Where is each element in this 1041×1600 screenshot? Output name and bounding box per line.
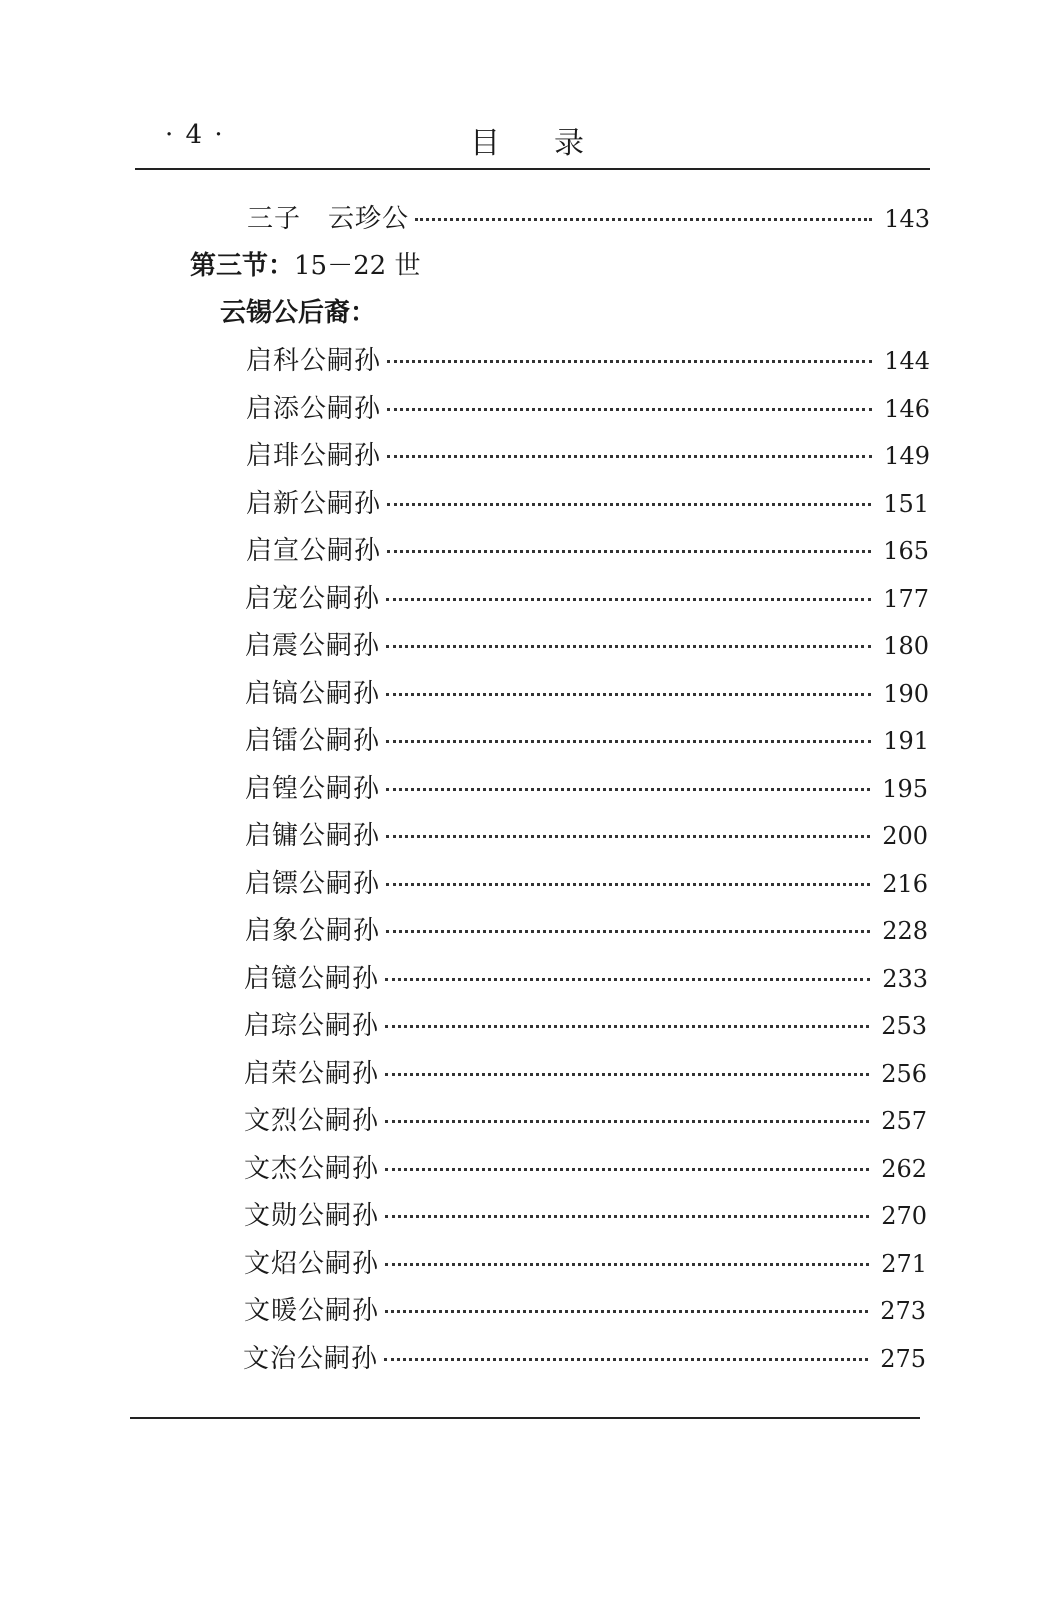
dot-leader <box>384 1358 868 1361</box>
toc-entry <box>246 483 929 523</box>
toc-entry-page: 165 <box>883 537 929 565</box>
toc-entry-label: 文治公嗣孙 <box>243 1344 379 1374</box>
toc-entry-page: 216 <box>882 870 928 898</box>
dot-leader <box>386 740 871 743</box>
toc-entry-page: 271 <box>881 1250 927 1278</box>
toc-entry <box>244 1005 927 1045</box>
toc-entry-page: 146 <box>884 395 930 423</box>
toc-entry <box>245 863 928 903</box>
dot-leader <box>385 1168 869 1171</box>
toc-entry-page: 190 <box>883 680 929 708</box>
toc-entry <box>244 1243 927 1283</box>
toc-entry-label: 启琲公嗣孙 <box>246 441 382 471</box>
page-number: · 4 · <box>165 120 225 150</box>
toc-entry-label: 三子 云珍公 <box>247 204 410 234</box>
toc-entry <box>244 1100 927 1140</box>
toc-entry-label: 文勋公嗣孙 <box>244 1201 380 1231</box>
toc-entry <box>244 958 928 998</box>
toc-entry <box>245 768 928 808</box>
dot-leader <box>387 503 871 506</box>
toc-entry-page: 262 <box>881 1155 927 1183</box>
dot-leader <box>385 1120 869 1123</box>
dot-leader <box>386 788 870 791</box>
page-header <box>135 110 930 170</box>
toc-entry-label: 启宠公嗣孙 <box>245 584 381 614</box>
section-title: 第三节： <box>190 251 295 281</box>
toc-entry <box>245 578 929 618</box>
section-range: 15－22 世 <box>294 251 421 281</box>
toc-entry-label: 文炤公嗣孙 <box>244 1249 380 1279</box>
page-title: 目录 <box>470 126 638 161</box>
dot-leader <box>386 645 871 648</box>
toc-entry-label: 启镱公嗣孙 <box>244 964 380 994</box>
toc-entry-page: 257 <box>881 1107 927 1135</box>
section-heading <box>190 245 420 282</box>
dot-leader <box>385 1310 868 1313</box>
toc-entry-page: 191 <box>883 727 929 755</box>
dot-leader <box>386 693 871 696</box>
toc-entry <box>246 340 930 380</box>
toc-entry-page: 273 <box>880 1297 926 1325</box>
subsection-heading: 云锡公后裔： <box>220 298 377 328</box>
toc-entry-page: 256 <box>881 1060 927 1088</box>
dot-leader <box>385 1025 869 1028</box>
toc-entry-page: 275 <box>880 1345 926 1373</box>
toc-entry <box>244 1148 927 1188</box>
dot-leader <box>386 598 871 601</box>
toc-entry <box>243 1338 926 1378</box>
toc-entry <box>246 388 930 428</box>
toc-entry <box>244 1195 927 1235</box>
toc-entry-page: 253 <box>881 1012 927 1040</box>
toc-entry-page: 228 <box>882 917 928 945</box>
toc-entry-page: 143 <box>884 205 930 233</box>
toc-entry-label: 启镭公嗣孙 <box>245 726 381 756</box>
toc-entry-label: 启锽公嗣孙 <box>245 774 381 804</box>
toc-entry-label: 启宣公嗣孙 <box>246 536 382 566</box>
toc-entry-page: 180 <box>883 632 929 660</box>
toc-entry-label: 启添公嗣孙 <box>246 394 382 424</box>
toc-entry-label: 文暖公嗣孙 <box>244 1296 380 1326</box>
toc-entry-page: 200 <box>882 822 928 850</box>
toc-entry <box>247 198 930 238</box>
dot-leader <box>387 455 872 458</box>
toc-entry-label: 启科公嗣孙 <box>246 346 382 376</box>
footer-rule <box>130 1417 920 1419</box>
toc-entry-label: 启新公嗣孙 <box>246 489 382 519</box>
dot-leader <box>385 1263 869 1266</box>
dot-leader <box>386 835 870 838</box>
toc-entry-label: 启琮公嗣孙 <box>244 1011 380 1041</box>
dot-leader <box>387 360 872 363</box>
dot-leader <box>387 408 872 411</box>
toc-entry-label: 启镛公嗣孙 <box>245 821 381 851</box>
toc-entry-label: 文杰公嗣孙 <box>244 1154 380 1184</box>
toc-entry <box>244 1290 926 1330</box>
toc-entry-label: 启震公嗣孙 <box>245 631 381 661</box>
toc-entry-page: 177 <box>883 585 929 613</box>
toc-entry <box>246 435 930 475</box>
toc-entry <box>246 530 929 570</box>
toc-entry-page: 233 <box>882 965 928 993</box>
toc-entry-label: 启象公嗣孙 <box>245 916 381 946</box>
toc-entry-label: 启镐公嗣孙 <box>245 679 381 709</box>
toc-entry-label: 启荣公嗣孙 <box>244 1059 380 1089</box>
dot-leader <box>385 978 870 981</box>
toc-entry-page: 195 <box>882 775 928 803</box>
toc-entry <box>244 1053 927 1093</box>
toc-entry-page: 151 <box>883 490 929 518</box>
toc-entry-label: 启镖公嗣孙 <box>245 869 381 899</box>
toc-entry <box>245 673 929 713</box>
toc-entry-page: 144 <box>884 347 930 375</box>
toc-entry-label: 文烈公嗣孙 <box>244 1106 380 1136</box>
toc-entry-page: 270 <box>881 1202 927 1230</box>
header-rule <box>135 168 930 170</box>
dot-leader <box>386 883 870 886</box>
toc-entry-page: 149 <box>884 442 930 470</box>
toc-entry <box>245 815 928 855</box>
dot-leader <box>385 1215 869 1218</box>
toc-entry <box>245 910 928 950</box>
dot-leader <box>387 550 871 553</box>
dot-leader <box>386 930 870 933</box>
dot-leader <box>415 218 872 221</box>
toc-entry <box>245 720 929 760</box>
dot-leader <box>385 1073 869 1076</box>
toc-entry <box>245 625 929 665</box>
